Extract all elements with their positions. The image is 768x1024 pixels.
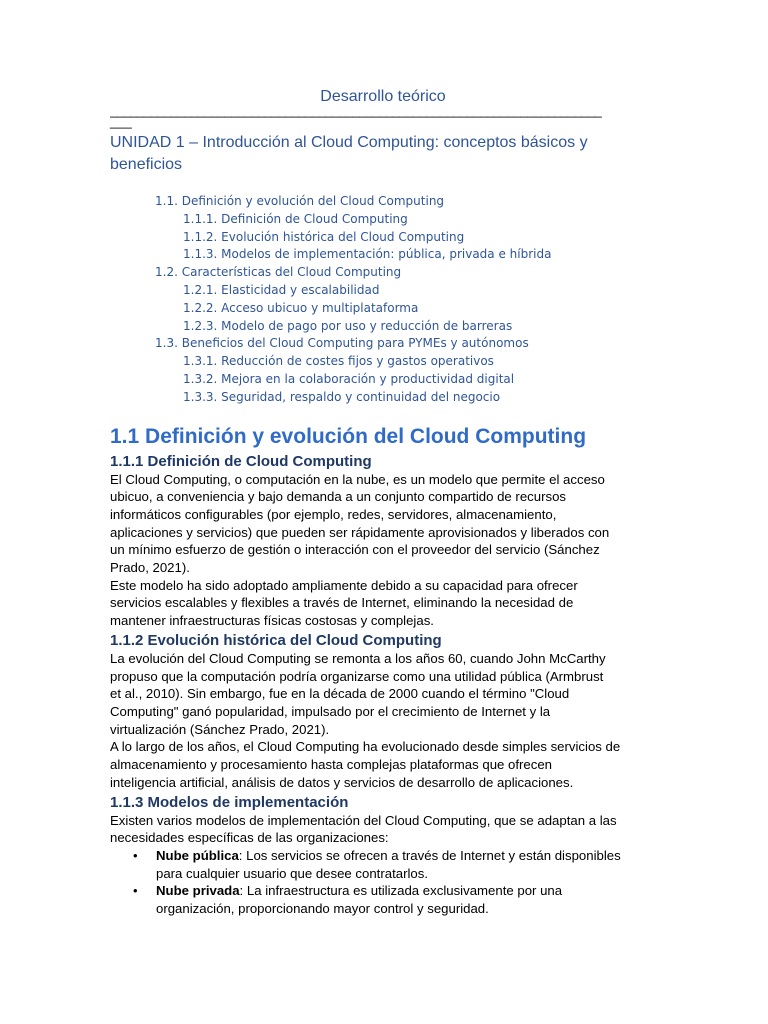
text-line: un mínimo esfuerzo de gestión o interacción con el proveedor del servicio (Sánchez — [110, 542, 600, 558]
list-item-term: Nube privada — [156, 883, 240, 899]
toc-entry: 1.3.3. Seguridad, respaldo y continuidad del negocio — [183, 389, 501, 404]
subsection-heading: 1.1.3 Modelos de implementación — [110, 793, 349, 811]
toc-entry: 1.1. Definición y evolución del Cloud Computing — [155, 194, 445, 208]
subsection-heading: 1.1.1 Definición de Cloud Computing — [110, 452, 372, 470]
title-underline: _________________________________________________________________________ — [110, 104, 602, 118]
toc-entry: 1.1.3. Modelos de implementación: pública, privada e híbrida — [183, 247, 552, 262]
toc-entry: 1.3. Beneficios del Cloud Computing para PYMEs y autónomos — [155, 336, 529, 351]
toc-entry: 1.2.1. Elasticidad y escalabilidad — [183, 282, 380, 297]
text-line: virtualización (Sánchez Prado, 2021). — [110, 721, 330, 737]
text-line: A lo largo de los años, el Cloud Computing ha evolucionado desde simples servicios de — [110, 739, 621, 755]
title-underline-tail: ___ — [110, 114, 132, 129]
list-item-continuation: organización, proporcionando mayor control y seguridad. — [156, 901, 489, 917]
list-item — [110, 847, 656, 882]
text-line: La evolución del Cloud Computing se remonta a los años 60, cuando John McCarthy — [110, 650, 606, 666]
text-line: Este modelo ha sido adoptado ampliamente debido a su capacidad para ofrecer — [110, 577, 578, 593]
list-item-continuation: para cualquier usuario que desee contratarlos. — [156, 865, 428, 881]
toc-entry: 1.1.1. Definición de Cloud Computing — [183, 211, 408, 226]
paragraph — [110, 577, 656, 630]
text-line: ubicuo, a conveniencia y bajo demanda a un conjunto compartido de recursos — [110, 489, 566, 505]
list-item-description: : Los servicios se ofrecen a través de Internet y están disponibles — [238, 847, 621, 863]
text-line: informáticos configurables (por ejemplo, redes, servidores, almacenamiento, — [110, 506, 557, 522]
bullet-icon: • — [133, 847, 138, 863]
text-line: almacenamiento y procesamiento hasta complejas plataformas que ofrecen — [110, 757, 553, 773]
bullet-icon: • — [133, 883, 138, 899]
list-item-text — [133, 882, 656, 900]
toc-entry: 1.3.2. Mejora en la colaboración y productividad digital — [183, 371, 515, 386]
toc-entry: 1.1.2. Evolución histórica del Cloud Computing — [183, 229, 465, 244]
text-line: et al., 2010). Sin embargo, fue en la década de 2000 cuando el término "Cloud — [110, 686, 570, 702]
unit-heading: UNIDAD 1 – Introducción al Cloud Computing: conceptos básicos y beneficios — [110, 134, 588, 173]
text-line: servicios escalables y flexibles a través de Internet, eliminando la necesidad de — [110, 595, 574, 611]
text-line: Prado, 2021). — [110, 560, 190, 576]
text-line: Existen varios modelos de implementación del Cloud Computing, que se adaptan a las — [110, 812, 617, 828]
text-line: El Cloud Computing, o computación en la nube, es un modelo que permite el acceso — [110, 471, 605, 487]
toc-entry: 1.2. Características del Cloud Computing — [155, 265, 402, 280]
toc-entry: 1.2.3. Modelo de pago por uso y reducción de barreras — [183, 318, 513, 333]
text-line: Computing" ganó popularidad, impulsado por el crecimiento de Internet y la — [110, 704, 551, 719]
table-of-contents — [110, 193, 656, 407]
text-line: aplicaciones y servicios) que pueden ser rápidamente aprovisionados y liberados con — [110, 524, 610, 540]
text-line: inteligencia artificial, análisis de datos y servicios de desarrollo de aplicaciones. — [110, 774, 574, 790]
paragraph — [110, 471, 656, 577]
list-item-text — [133, 847, 656, 865]
list-item-term: Nube pública — [156, 847, 239, 863]
paragraph — [110, 738, 656, 791]
paragraph — [110, 650, 656, 739]
text-line: mantener infraestructuras físicas costosas y complejas. — [110, 613, 434, 629]
list-item-description: : La infraestructura es utilizada exclusivamente por una — [239, 883, 563, 899]
toc-entry: 1.2.2. Acceso ubicuo y multiplataforma — [183, 300, 419, 315]
section-heading: 1.1 Definición y evolución del Cloud Computing — [110, 424, 587, 448]
paragraph — [110, 812, 656, 847]
document-page — [110, 86, 656, 918]
bullet-list — [110, 847, 656, 918]
subsection-heading: 1.1.2 Evolución histórica del Cloud Computing — [110, 631, 442, 649]
toc-entry: 1.3.1. Reducción de costes fijos y gastos operativos — [183, 354, 494, 369]
text-line: propuso que la computación podría organizarse como una utilidad pública (Armbrust — [110, 668, 604, 684]
document-title: Desarrollo teórico — [320, 88, 446, 105]
list-item — [110, 882, 656, 917]
text-line: necesidades específicas de las organizaciones: — [110, 830, 389, 846]
